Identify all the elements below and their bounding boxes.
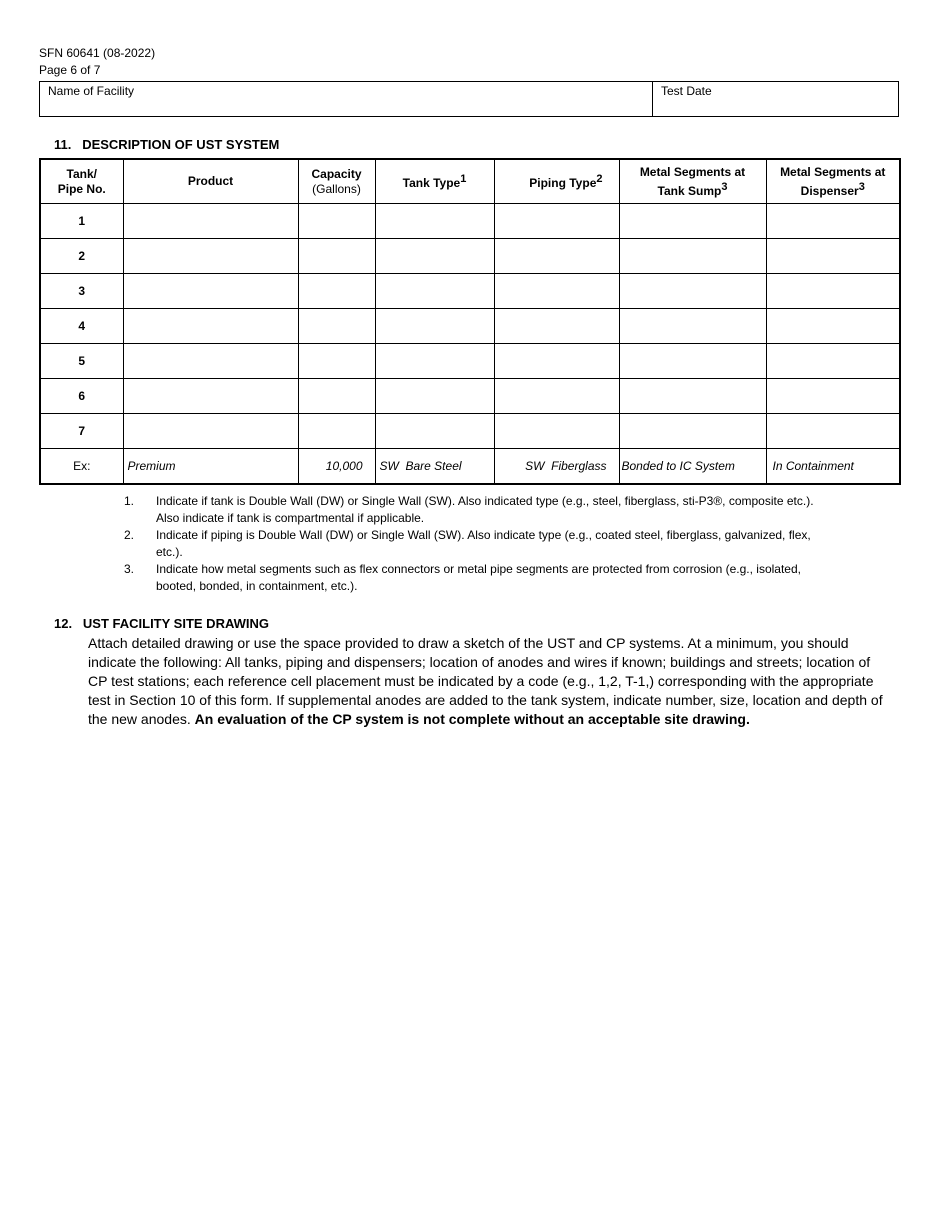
- example-label: Ex:: [40, 449, 123, 485]
- product-cell[interactable]: [123, 274, 298, 309]
- section-11-title: 11. DESCRIPTION OF UST SYSTEM: [54, 137, 280, 152]
- product-cell[interactable]: [123, 204, 298, 239]
- col-product: Product: [123, 159, 298, 204]
- capacity-cell[interactable]: [298, 344, 375, 379]
- dispenser-cell[interactable]: [766, 414, 900, 449]
- row-number: 6: [40, 379, 123, 414]
- piping-type-cell[interactable]: [494, 344, 619, 379]
- row-number: 5: [40, 344, 123, 379]
- facility-box: [39, 81, 899, 117]
- footnote: 3. Indicate how metal segments such as flex connectors or metal pipe segments are protected from corrosion (e.g., isolated, booted, bonded, in containment, etc.).: [124, 562, 801, 593]
- tank-type-cell[interactable]: [375, 309, 494, 344]
- table-row: [40, 204, 900, 239]
- col-piping-type: Piping Type$^2$: [494, 159, 619, 204]
- capacity-cell[interactable]: [298, 414, 375, 449]
- capacity-cell[interactable]: [298, 274, 375, 309]
- row-number: 4: [40, 309, 123, 344]
- col-tank-sump: Metal Segments at Tank Sump$^3$: [619, 159, 766, 204]
- tank-type-cell[interactable]: [375, 274, 494, 309]
- tank-sump-cell[interactable]: [619, 414, 766, 449]
- row-number: 2: [40, 239, 123, 274]
- tank-sump-cell[interactable]: [619, 274, 766, 309]
- capacity-cell[interactable]: [298, 309, 375, 344]
- tank-type-cell[interactable]: [375, 414, 494, 449]
- section-12-title: 12. UST FACILITY SITE DRAWING: [54, 616, 270, 631]
- table-row: [40, 309, 900, 344]
- site-drawing-instructions: Attach detailed drawing or use the space provided to draw a sketch of the UST and CP systems. At a minimum, you should indicate the following: All tanks, piping and dispensers; location of anodes and wires if known; buildings and streets; location of CP test stations; each reference cell placement must be indicated by a code (e.g., 1,2, T-1,) corresponding with the appropriate test in Section 10 of this form. If supplemental anodes are added to the tank system, indicate number, size, location and depth of the new anodes. An evaluation of the CP system is not complete without an acceptable site drawing.: [88, 635, 883, 727]
- dispenser-cell[interactable]: [766, 204, 900, 239]
- site-drawing-area[interactable]: [39, 745, 899, 1205]
- tank-sump-cell[interactable]: [619, 379, 766, 414]
- test-date-label: Test Date: [661, 84, 712, 98]
- test-date-field[interactable]: [653, 82, 898, 116]
- footnotes: [124, 493, 824, 595]
- capacity-cell[interactable]: [298, 239, 375, 274]
- piping-type-cell[interactable]: [494, 309, 619, 344]
- example-product: Premium: [123, 449, 298, 485]
- product-cell[interactable]: [123, 344, 298, 379]
- example-row: [40, 449, 900, 485]
- footnote: 1. Indicate if tank is Double Wall (DW) or Single Wall (SW). Also indicated type (e.g., steel, fiberglass, sti-P3®, composite etc.). Also indicate if tank is compartmental if applicable.: [124, 494, 814, 525]
- dispenser-cell[interactable]: [766, 239, 900, 274]
- col-tank-pipe-no: Tank/ Pipe No.: [40, 159, 123, 204]
- tank-type-cell[interactable]: [375, 204, 494, 239]
- footnote: 2. Indicate if piping is Double Wall (DW) or Single Wall (SW). Also indicate type (e.g., coated steel, fiberglass, galvanized, flex, etc.).: [124, 528, 811, 559]
- product-cell[interactable]: [123, 414, 298, 449]
- tank-type-cell[interactable]: [375, 239, 494, 274]
- col-tank-type: Tank Type$^1$: [375, 159, 494, 204]
- example-dispenser: In Containment: [766, 449, 900, 485]
- col-capacity: Capacity (Gallons): [298, 159, 375, 204]
- tank-sump-cell[interactable]: [619, 239, 766, 274]
- facility-name-label: Name of Facility: [48, 84, 135, 98]
- table-row: [40, 274, 900, 309]
- piping-type-cell[interactable]: [494, 239, 619, 274]
- table-row: [40, 414, 900, 449]
- capacity-cell[interactable]: [298, 204, 375, 239]
- product-cell[interactable]: [123, 239, 298, 274]
- dispenser-cell[interactable]: [766, 309, 900, 344]
- table-row: [40, 239, 900, 274]
- piping-type-cell[interactable]: [494, 204, 619, 239]
- piping-type-cell[interactable]: [494, 379, 619, 414]
- example-capacity: 10,000: [298, 449, 375, 485]
- example-piping-type: SW Fiberglass: [494, 449, 619, 485]
- example-tank-type: SW Bare Steel: [375, 449, 494, 485]
- piping-type-cell[interactable]: [494, 414, 619, 449]
- ust-system-table: [39, 158, 901, 485]
- example-tank-sump: Bonded to IC System: [619, 449, 766, 485]
- dispenser-cell[interactable]: [766, 274, 900, 309]
- table-row: [40, 379, 900, 414]
- tank-sump-cell[interactable]: [619, 204, 766, 239]
- row-number: 7: [40, 414, 123, 449]
- col-dispenser: Metal Segments at Dispenser$^3$: [766, 159, 900, 204]
- tank-sump-cell[interactable]: [619, 309, 766, 344]
- page-number: Page 6 of 7: [39, 63, 101, 77]
- facility-name-field[interactable]: [40, 82, 653, 116]
- table-row: [40, 344, 900, 379]
- product-cell[interactable]: [123, 309, 298, 344]
- row-number: 1: [40, 204, 123, 239]
- dispenser-cell[interactable]: [766, 379, 900, 414]
- form-number: SFN 60641 (08-2022): [39, 46, 156, 60]
- tank-type-cell[interactable]: [375, 344, 494, 379]
- piping-type-cell[interactable]: [494, 274, 619, 309]
- product-cell[interactable]: [123, 379, 298, 414]
- tank-sump-cell[interactable]: [619, 344, 766, 379]
- dispenser-cell[interactable]: [766, 344, 900, 379]
- tank-type-cell[interactable]: [375, 379, 494, 414]
- table-header-row: [40, 159, 900, 204]
- capacity-cell[interactable]: [298, 379, 375, 414]
- row-number: 3: [40, 274, 123, 309]
